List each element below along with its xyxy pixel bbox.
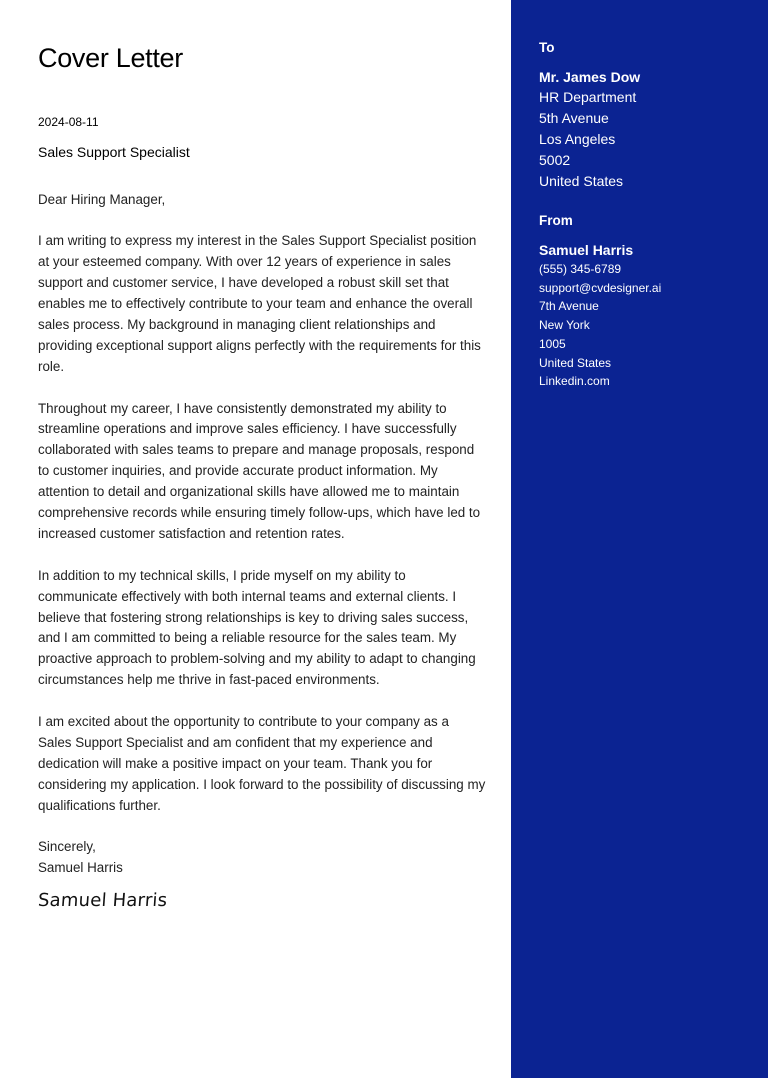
recipient-department: HR Department xyxy=(539,89,637,105)
letter-paragraph-4: I am excited about the opportunity to contribute to your company as a Sales Support Specialist and am confident that my experience and dedication will make a positive impact on your team. Thank you for considering my application. I look forward to the possibility of discussing my qualifications further. xyxy=(38,714,486,813)
sender-heading: From xyxy=(539,213,573,228)
sender-zip: 1005 xyxy=(539,336,566,351)
letter-date: 2024-08-11 xyxy=(38,115,99,129)
letter-paragraph-1: I am writing to express my interest in the Sales Support Specialist position at your esteemed company. With over 12 years of experience in sales support and customer service, I have developed a robust skill set that enables me to effectively contribute to your team and enhance the overall sales process. My background in managing client relationships and providing exceptional support aligns perfectly with the requirements for this role. xyxy=(38,233,481,374)
recipient-country: United States xyxy=(539,173,624,189)
sender-country: United States xyxy=(539,355,612,370)
closing-name: Samuel Harris xyxy=(38,860,123,875)
sender-linkedin: Linkedin.com xyxy=(539,374,610,389)
recipient-address xyxy=(539,87,636,192)
salutation: Dear Hiring Manager, xyxy=(38,192,166,207)
recipient-street: 5th Avenue xyxy=(539,110,609,126)
job-position: Sales Support Specialist xyxy=(38,144,190,160)
recipient-heading: To xyxy=(539,40,555,55)
letter-closing xyxy=(38,836,123,878)
sender-name: Samuel Harris xyxy=(539,242,634,258)
sender-details xyxy=(539,260,661,391)
sender-street: 7th Avenue xyxy=(539,299,599,314)
letter-paragraph-3: In addition to my technical skills, I pride myself on my ability to communicate effectively with both internal teams and external clients. I believe that fostering strong relationships is key to driving sales success, and I am committed to being a reliable resource for the sales team. My proactive approach to problem-solving and my ability to adapt to changing circumstances help me thrive in fast-paced environments. xyxy=(38,567,476,688)
recipient-name: Mr. James Dow xyxy=(539,69,641,85)
sender-phone: (555) 345-6789 xyxy=(539,262,622,276)
closing-phrase: Sincerely, xyxy=(38,839,96,854)
sender-email: support@cvdesigner.ai xyxy=(539,280,662,295)
letter-body xyxy=(38,190,486,838)
letter-paragraph-2: Throughout my career, I have consistently demonstrated my ability to streamline operations and improve sales efficiency. I have successfully collaborated with sales teams to prepare and manage proposals, respond to customer inquiries, and provide accurate product information. My attention to detail and organizational skills have allowed me to maintain comprehensive records while ensuring timely follow-ups, which have led to increased customer satisfaction and retention rates. xyxy=(38,400,481,541)
page-title: Cover Letter xyxy=(38,43,183,73)
signature: Samuel Harris xyxy=(37,890,168,911)
sender-city: New York xyxy=(539,318,590,333)
recipient-city: Los Angeles xyxy=(539,131,616,147)
recipient-zip: 5002 xyxy=(539,152,571,168)
